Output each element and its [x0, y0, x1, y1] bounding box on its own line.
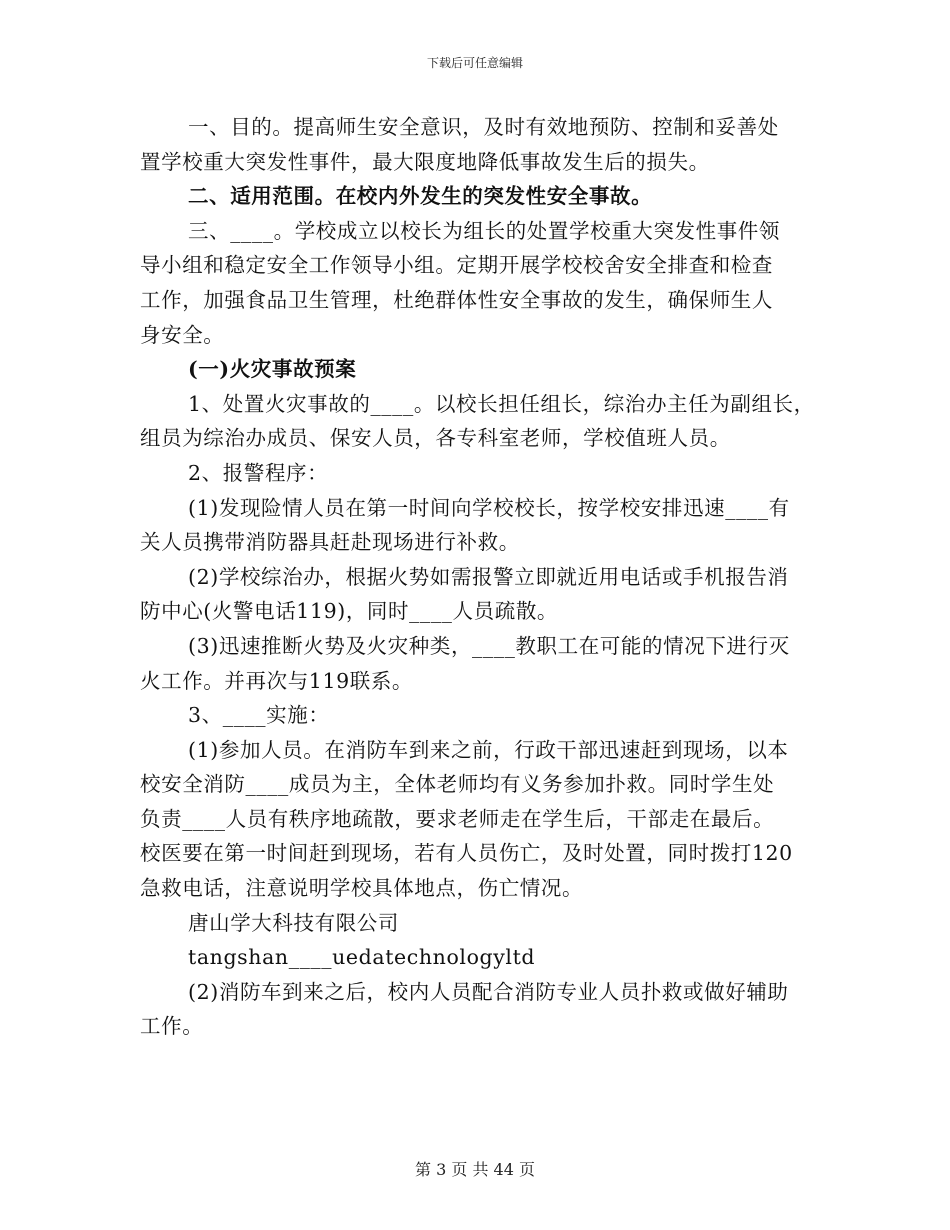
section-heading: 二、适用范围。在校内外发生的突发性安全事故。 [188, 184, 653, 209]
paragraph-line: 校安全消防____成员为主，全体老师均有义务参加扑救。同时学生处 [140, 772, 775, 797]
paragraph-line: 负责____人员有秩序地疏散，要求老师走在学生后，干部走在最后。 [140, 806, 775, 831]
document-body [140, 110, 820, 1044]
paragraph-line: 组员为综治办成员、保安人员，各专科室老师，学校值班人员。 [140, 426, 731, 451]
company-name-line: 唐山学大科技有限公司 [188, 910, 399, 935]
company-name-en-line: tangshan____uedatechnologyltd [188, 945, 536, 970]
paragraph-line: 火工作。并再次与119联系。 [140, 668, 414, 693]
paragraph-line: 防中心(火警电话119)，同时____人员疏散。 [140, 599, 559, 624]
paragraph-line: 1、处置火灾事故的____。以校长担任组长，综治办主任为副组长， [188, 391, 815, 416]
paragraph-line: (2)消防车到来之后，校内人员配合消防专业人员扑救或做好辅助 [188, 979, 789, 1004]
paragraph-line: (3)迅速推断火势及火灾种类，____教职工在可能的情况下进行灭 [188, 633, 790, 658]
subsection-heading: (一)火灾事故预案 [188, 357, 357, 382]
paragraph-line: 工作。 [140, 1014, 204, 1039]
paragraph-line: 一、目的。提高师生安全意识，及时有效地预防、控制和妥善处 [188, 115, 779, 139]
paragraph-line: 三、____。学校成立以校长为组长的处置学校重大突发性事件领 [188, 218, 780, 243]
paragraph-line: (1)发现险情人员在第一时间向学校校长，按学校安排迅速____有 [188, 495, 790, 520]
paragraph-line: 置学校重大突发性事件，最大限度地降低事故发生后的损失。 [140, 149, 710, 174]
paragraph-line: 工作，加强食品卫生管理，杜绝群体性安全事故的发生，确保师生人 [140, 287, 773, 312]
paragraph-line: (1)参加人员。在消防车到来之前，行政干部迅速赶到现场，以本 [188, 737, 789, 762]
page-number-footer: 第 3 页 共 44 页 [415, 1160, 535, 1179]
paragraph-line: (2)学校综治办，根据火势如需报警立即就近用电话或手机报告消 [188, 564, 789, 589]
paragraph-line: 校医要在第一时间赶到现场，若有人员伤亡，及时处置，同时拨打120 [140, 841, 793, 866]
paragraph-line: 导小组和稳定安全工作领导小组。定期开展学校校舍安全排查和检查 [140, 253, 773, 278]
paragraph-line: 身安全。 [140, 322, 225, 347]
page-header: 下载后可任意编辑 [426, 56, 523, 70]
paragraph-line: 3、____实施： [188, 703, 330, 728]
paragraph-line: 关人员携带消防器具赶赴现场进行补救。 [140, 530, 520, 555]
paragraph-line: 2、报警程序： [188, 460, 329, 485]
paragraph-line: 急救电话，注意说明学校具体地点，伤亡情况。 [140, 876, 584, 901]
